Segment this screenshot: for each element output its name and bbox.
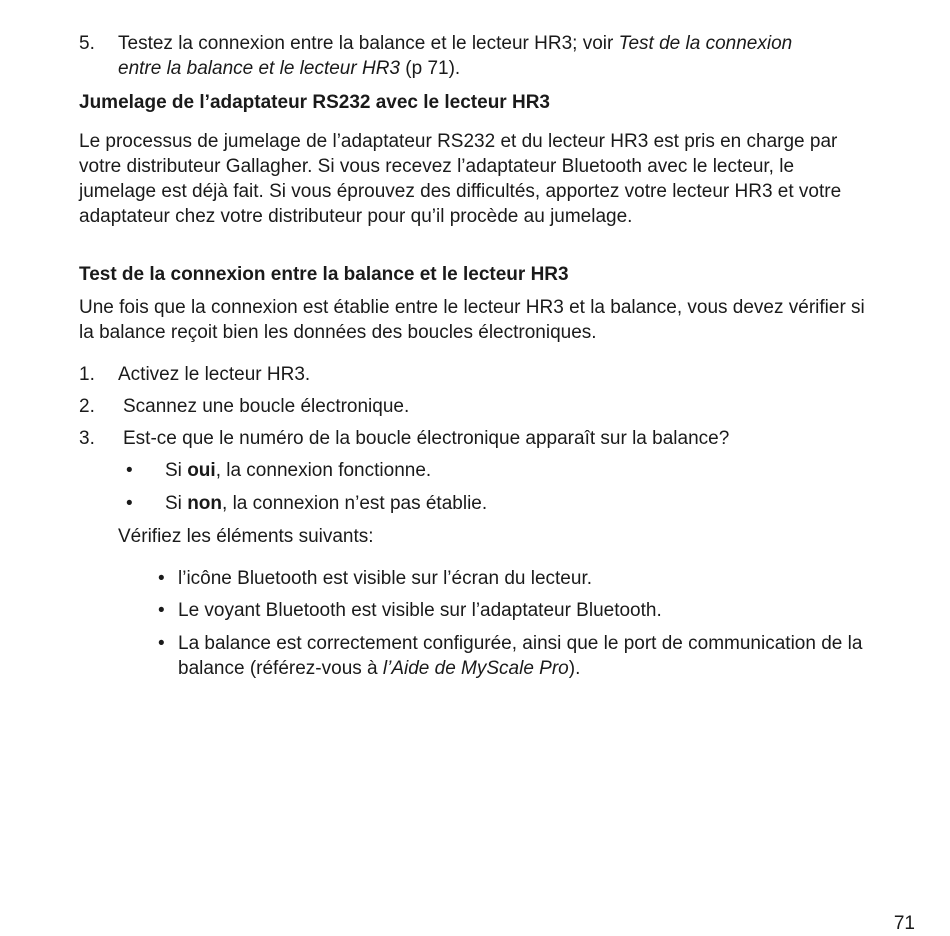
list-item-5 (0, 31, 950, 83)
help-reference: l’Aide de MyScale Pro (382, 658, 569, 679)
check-text: l’icône Bluetooth est visible sur l’écran du lecteur. (178, 568, 593, 589)
bullet-icon: • (126, 493, 133, 514)
check-text: Le voyant Bluetooth est visible sur l’adaptateur Bluetooth. (178, 600, 662, 621)
bullet-icon: • (158, 600, 165, 621)
list-item-text-cont: entre la balance et le lecteur HR3 (p 71). (118, 58, 461, 79)
answer-text: Si oui, la connexion fonctionne. (165, 460, 432, 481)
cross-reference: Test de la connexion (618, 33, 793, 54)
section-heading-pairing: Jumelage de l’adaptateur RS232 avec le lecteur HR3 (79, 92, 550, 113)
step-2 (0, 394, 950, 419)
paragraph-line: votre distributeur Gallagher. Si vous recevez l’adaptateur Bluetooth avec le lecteur, le (79, 156, 795, 177)
answer-yes (0, 458, 950, 483)
answer-no (0, 491, 950, 516)
step-number: 2. (79, 396, 95, 417)
step-3 (0, 426, 950, 451)
list-item-text: Testez la connexion entre la balance et le lecteur HR3; voir Test de la connexion (118, 33, 793, 54)
check-item-icon (0, 566, 950, 591)
step-text: Est-ce que le numéro de la boucle électronique apparaît sur la balance? (123, 428, 730, 449)
check-text: La balance est correctement configurée, ainsi que le port de communication de la (178, 633, 863, 654)
check-item-config (0, 631, 950, 683)
paragraph-line: jumelage est déjà fait. Si vous éprouvez des difficultés, apportez votre lecteur HR3 et votre (79, 181, 842, 202)
step-number: 3. (79, 428, 95, 449)
step-text: Activez le lecteur HR3. (118, 364, 311, 385)
verify-label: Vérifiez les éléments suivants: (118, 526, 374, 547)
cross-reference-cont: entre la balance et le lecteur HR3 (118, 58, 400, 79)
page-number: 71 (893, 913, 915, 934)
bullet-icon: • (126, 460, 133, 481)
list-number: 5. (79, 33, 95, 54)
paragraph-line: la balance reçoit bien les données des boucles électroniques. (79, 322, 597, 343)
step-1 (0, 362, 950, 387)
paragraph-line: Le processus de jumelage de l’adaptateur RS232 et du lecteur HR3 est pris en charge par (79, 131, 838, 152)
pairing-paragraph (79, 129, 841, 229)
check-text-cont: balance (référez-vous à l’Aide de MyScale Pro). (178, 658, 581, 679)
step-text: Scannez une boucle électronique. (123, 396, 410, 417)
check-item-led (0, 598, 950, 623)
section-heading-test: Test de la connexion entre la balance et le lecteur HR3 (79, 264, 569, 285)
bullet-icon: • (158, 633, 165, 654)
paragraph-line: adaptateur chez votre distributeur pour qu’il procède au jumelage. (79, 206, 633, 227)
test-paragraph (79, 295, 865, 345)
bullet-icon: • (158, 568, 165, 589)
paragraph-line: Une fois que la connexion est établie entre le lecteur HR3 et la balance, vous devez vérifier si (79, 297, 865, 318)
step-number: 1. (79, 364, 95, 385)
answer-text: Si non, la connexion n’est pas établie. (165, 493, 488, 514)
